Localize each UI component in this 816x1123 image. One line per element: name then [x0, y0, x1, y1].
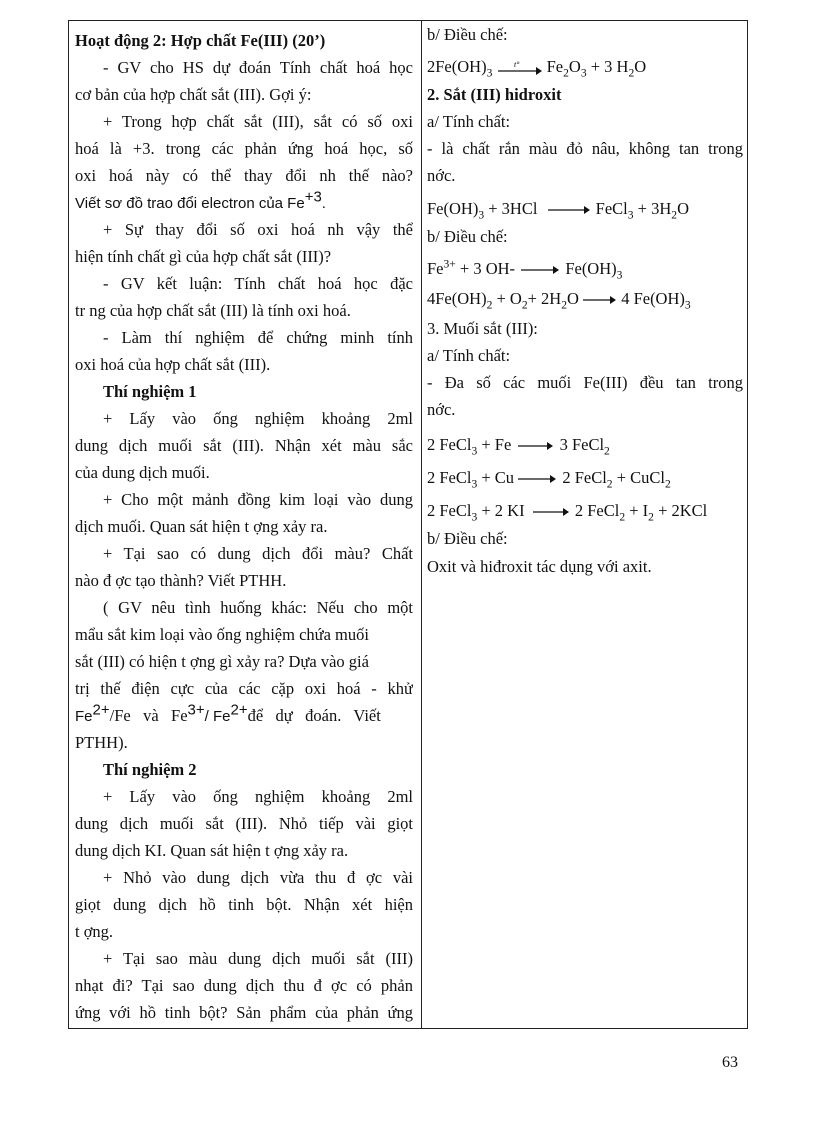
section-3-heading: 3. Muối sắt (III): — [427, 319, 538, 338]
text-line: - GV kết luận: Tính chất hoá học đặc — [103, 274, 413, 293]
text-line: + Tại sao có dung dịch đổi màu? Chất — [103, 544, 413, 563]
text-line: + Cho một mảnh đồng kim loại vào dung — [103, 490, 413, 509]
text-line: cơ bản của hợp chất sắt (III). Gợi ý: — [75, 85, 312, 104]
heading-properties-2: a/ Tính chất: — [427, 346, 511, 365]
arrow-icon — [529, 506, 571, 518]
text-line: mẩu sắt kim loại vào ống nghiệm chứa muối — [75, 625, 369, 644]
equation-3: $Fe^{3+} + 3$ OH- $Fe(OH)_3$ — [427, 258, 623, 282]
text-line: dung dịch muối sắt (III). Nhỏ tiếp vài giọt — [75, 814, 413, 833]
equation-7: 2 FeCl$_3$ + 2 KI 2 FeCl$_2$ + $I_2 + 2KCl$ — [427, 501, 708, 524]
text-line: tr ng của hợp chất sắt (III) là tính oxi hoá. — [75, 301, 351, 320]
content-column — [427, 21, 743, 1028]
text-line: - Đa số các muối Fe(III) đều tan trong — [427, 373, 743, 392]
activity-heading: Hoạt động 2: Hợp chất Fe(III) (20’) — [75, 31, 326, 50]
page-number: 63 — [722, 1054, 738, 1071]
text-line: Oxit và hiđroxit tác dụng với axit. — [427, 557, 652, 576]
arrow-icon — [519, 264, 561, 276]
text-line: + Tại sao màu dung dịch muối sắt (III) — [103, 949, 413, 968]
text-line: PTHH). — [75, 733, 128, 752]
text-line: dung dịch KI. Quan sát hiện t ợng xảy ra. — [75, 841, 349, 860]
section-2-heading: 2. Sắt (III) hidroxit — [427, 85, 562, 104]
experiment-1-heading: Thí nghiệm 1 — [103, 382, 197, 401]
text-line: - là chất rắn màu đỏ nâu, không tan trong — [427, 139, 743, 158]
text-line: - Làm thí nghiệm để chứng minh tính — [103, 328, 413, 347]
equation-2: $Fe(OH)_3 + 3HCl$ FeCl$_3$ + $3H_2O$ — [427, 199, 689, 222]
text-line: - GV cho HS dự đoán Tính chất hoá học — [103, 58, 413, 77]
arrow-icon — [518, 473, 558, 485]
text-line: + Lấy vào ống nghiệm khoảng 2ml — [103, 409, 413, 428]
text-line: trị thế điện cực của các cặp oxi hoá - khử — [75, 679, 413, 698]
heading-prep-1: b/ Điều chế: — [427, 25, 508, 44]
equation-4: $4Fe(OH)_2 + O_2+ 2H_2O$ 4 $Fe(OH)_3$ — [427, 289, 691, 312]
text-line: giọt dung dịch hồ tinh bột. Nhận xét hiện — [75, 895, 413, 914]
text-line: Viết sơ đồ trao đổi electron của $Fe^{+3}$. — [75, 188, 326, 212]
text-line: ứng với hồ tinh bột? Sản phẩm của phản ứng — [75, 1003, 413, 1022]
text-line: hiện tính chất gì của hợp chất sắt (III)? — [75, 247, 332, 266]
arrow-icon — [542, 204, 592, 216]
text-line: + Trong hợp chất sắt (III), sắt có số oxi — [103, 112, 413, 131]
text-line: + Sự thay đổi số oxi hoá nh vậy thể — [103, 220, 413, 239]
text-line: dung dịch muối sắt (III). Nhận xét màu sắc — [75, 436, 413, 455]
text-line: ( GV nêu tình huống khác: Nếu cho một — [103, 598, 413, 617]
arrow-icon — [515, 440, 555, 452]
content-table — [68, 20, 748, 1029]
experiment-2-heading: Thí nghiệm 2 — [103, 760, 197, 779]
text-line: nào đ ợc tạo thành? Viết PTHH. — [75, 571, 287, 590]
text-line: oxi hoá của hợp chất sắt (III). — [75, 355, 271, 374]
text-line: + Nhỏ vào dung dịch vừa thu đ ợc vài — [103, 868, 413, 887]
text-line: $Fe^{2+}/Fe$ và $Fe^{3+}/$ $Fe^{2+}để$ dự đoán. Viết — [75, 701, 381, 725]
text-line: t ợng. — [75, 922, 114, 941]
text-line: nớc. — [427, 166, 456, 185]
text-line: oxi hoá này có thể thay đổi nh thế nào? — [75, 166, 413, 185]
text-line: dịch muối. Quan sát hiện t ợng xảy ra. — [75, 517, 328, 536]
arrow-icon — [496, 60, 542, 76]
teacher-activity-column — [75, 21, 413, 1028]
heading-properties-1: a/ Tính chất: — [427, 112, 511, 131]
equation-5: 2 FeCl$_3$ + Fe 3 FeCl$_2$ — [427, 435, 610, 458]
column-divider — [421, 21, 422, 1028]
text-line: nhạt đi? Tại sao dung dịch thu đ ợc có phản — [75, 976, 413, 995]
text-line: + Lấy vào ống nghiệm khoảng 2ml — [103, 787, 413, 806]
equation-1: $2Fe(OH)_3$ t° $Fe_2O_3 + 3$ $H_2O$ — [427, 57, 647, 80]
text-line: nớc. — [427, 400, 456, 419]
text-line: sắt (III) có hiện t ợng gì xảy ra? Dựa vào giá — [75, 652, 369, 671]
equation-6: 2 FeCl$_3$ + Cu 2 FeCl$_2$ + CuCl$_2$ — [427, 468, 671, 491]
heading-prep-2: b/ Điều chế: — [427, 227, 508, 246]
text-line: hoá là +3. trong các phản ứng hoá học, số — [75, 139, 413, 158]
condition-label: t° — [514, 60, 520, 70]
heading-prep-3: b/ Điều chế: — [427, 529, 508, 548]
text-line: của dung dịch muối. — [75, 463, 210, 482]
arrow-icon — [583, 294, 617, 306]
